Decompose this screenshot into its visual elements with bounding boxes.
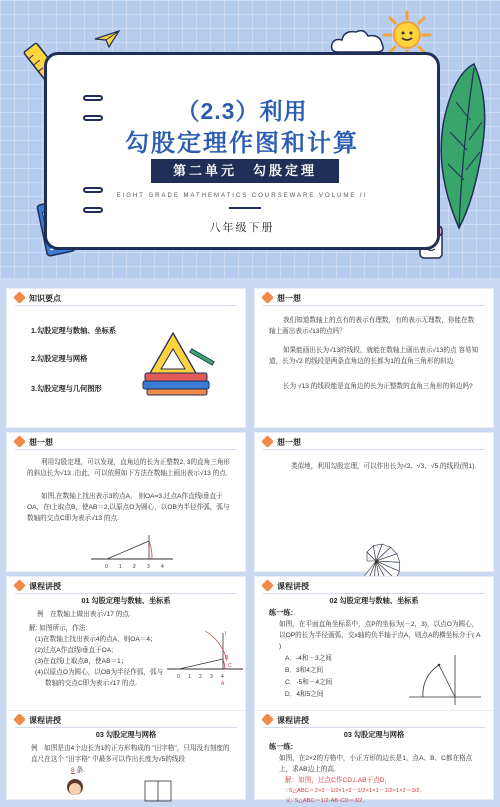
- paragraph: 长为 √13 的线段能是直角边的长为正整数的直角三角形的斜边吗?: [283, 383, 473, 390]
- axis-tick-label: 3: [210, 674, 213, 680]
- slide-header-title: 课程讲授: [277, 716, 309, 725]
- axis-tick-label: 3: [147, 564, 150, 570]
- axis-tick-label: 2: [199, 674, 202, 680]
- paragraph: 利用勾股定理，可以发现，直角边的长为正整数2, 3的直角三角形的斜边长为√13 .由此，可以依照如下方法在数轴上画出表示√13 的点.: [27, 459, 231, 477]
- slide-thumbnail-3[interactable]: [6, 432, 246, 572]
- header-bullet-icon: [13, 435, 26, 448]
- english-subtitle: EIGHT GRADE MATHEMATICS COURSEWARE VOLUME II: [116, 193, 368, 199]
- header-bullet-icon: [13, 579, 26, 592]
- answer-suffix: 条.: [76, 767, 85, 774]
- option-item: D．4和5之间: [285, 691, 324, 698]
- step-text: (4)以原点O为圆心，以OB为半径作弧，弧与: [35, 669, 164, 676]
- divider: [263, 593, 485, 594]
- slide-thumbnail-5[interactable]: [6, 576, 246, 716]
- solution-text: ∵S△ABC＝2×2－1/2×1×2－1/2×1×1－1/2×1×2＝3/2,: [285, 788, 422, 794]
- slide-header-title: 想一想: [277, 438, 301, 447]
- cover-title-line1: （2.3）利用: [176, 98, 308, 124]
- paragraph: 类似地，利用勾股定理，可以作出长为√2、√3、√5 的线段(图1).: [291, 463, 477, 470]
- spiral-triangles-diagram: [321, 477, 431, 569]
- section-subtitle: 03 勾股定理与网格: [95, 730, 157, 739]
- slide-header-title: 想一想: [277, 294, 301, 303]
- divider: [263, 727, 485, 728]
- divider: [15, 449, 237, 450]
- slide-thumbnail-6[interactable]: [254, 576, 494, 716]
- example-text: 例 在数轴上做出表示√17 的点.: [37, 611, 131, 618]
- question-text: 如图，在2×2的方格中，小正方形的边长是1，点A、B、C都在格点上，求AB边上的高.: [279, 755, 473, 773]
- binder-ring: [83, 207, 103, 213]
- axis-tick-label: 4: [221, 674, 224, 680]
- point-label: A: [221, 681, 225, 687]
- option-item: B．3和4之间: [285, 667, 324, 674]
- divider: [229, 207, 261, 209]
- practice-label: 练一练:: [269, 742, 293, 751]
- slide-thumbnail-2[interactable]: [254, 288, 494, 428]
- list-item: 1.勾股定理与数轴、坐标系: [31, 326, 117, 335]
- solution-text: 又∵S△ABC＝1/2·AB·CD＝3/2,: [285, 798, 365, 804]
- grade-label: 八年级下册: [209, 222, 275, 234]
- paragraph: 如果能画出长为√13的线段，就能在数轴上画出表示√13的点 容易知道，长为√2 的线段是两条直角边的长都为1的直角三角形的斜边.: [269, 347, 479, 365]
- number-line-diagram: [87, 527, 177, 571]
- books-triangle-ruler-icon: [139, 327, 219, 397]
- option-item: C．-5和－4之间: [285, 679, 333, 686]
- slide-header-title: 想一想: [29, 438, 53, 447]
- solution-text: 解：如图，过点C作CD⊥AB于点D，: [285, 777, 392, 784]
- slide-thumbnail-4[interactable]: [254, 432, 494, 572]
- step-text: (1)在数轴上找出表示4的点A，则OA＝4；: [35, 636, 157, 643]
- question-text: 如图，在平面直角坐标系中，点P的坐标为(－2，3)，以点O为圆心，以OP的长为半径画弧，交x轴的负半轴于点A，则点A的横坐标介于( A ): [279, 621, 481, 650]
- answer-value: 8: [71, 767, 75, 774]
- cover-title-card: [44, 52, 440, 250]
- paper-plane-icon: [94, 30, 120, 48]
- unit-banner: 第二单元 勾股定理: [151, 159, 339, 183]
- step-text: (2)过点A作直线l垂直于OA;: [35, 647, 114, 654]
- slide-header-title: 课程讲授: [29, 716, 61, 725]
- slide-header-title: 课程讲授: [29, 582, 61, 591]
- header-bullet-icon: [261, 291, 274, 304]
- header-bullet-icon: [13, 291, 26, 304]
- header-bullet-icon: [261, 713, 274, 726]
- axis-tick-label: 4: [161, 564, 164, 570]
- section-subtitle: 03 勾股定理与网格: [343, 730, 405, 739]
- slide-thumbnail-8[interactable]: [254, 710, 494, 804]
- slide-header-title: 知识要点: [29, 294, 61, 303]
- cover-title-line2: 勾股定理作图和计算: [125, 130, 359, 157]
- axis-tick-label: 1: [119, 564, 122, 570]
- section-subtitle: 01 勾股定理与数轴、坐标系: [81, 596, 171, 605]
- axis-tick-label: 0: [105, 564, 108, 570]
- axis-tick-label: 1: [188, 674, 191, 680]
- solution-title: 解: 如图所示，作法:: [29, 625, 88, 632]
- header-bullet-icon: [261, 435, 274, 448]
- step-text: (3)在直线l上取点B，使AB＝1；: [35, 658, 128, 665]
- number-line-diagram: [165, 621, 245, 691]
- axis-tick-label: 2: [133, 564, 136, 570]
- header-bullet-icon: [261, 579, 274, 592]
- point-label: l: [225, 631, 227, 637]
- point-label: C: [228, 663, 232, 669]
- slide-thumbnail-7[interactable]: [6, 710, 246, 800]
- slide-thumbnail-1[interactable]: [6, 288, 246, 428]
- paragraph: 如图,在数轴上找出表示3的点A， 则OA=3,过点A作直线l垂直于OA，在l上取点B，使AB＝2,以原点O为圆心，以OB为半径作弧，弧与数轴的交点C即为表示√13 的点.: [27, 493, 230, 522]
- point-label: B: [225, 655, 229, 661]
- answer-line: [71, 765, 85, 776]
- divider: [263, 449, 485, 450]
- cloud-icon: [330, 28, 386, 54]
- list-item: 2.勾股定理与网格: [31, 354, 88, 363]
- option-item: A．-4和－3之间: [285, 655, 332, 662]
- cover-slide[interactable]: [0, 0, 500, 278]
- list-item: 3.勾股定理与几何图形: [31, 384, 102, 393]
- teacher-avatar-icon: [63, 777, 87, 801]
- practice-label: 练一练:: [269, 608, 293, 617]
- paragraph: 我们知道数轴上的点有的表示有理数，有的表示无理数，你能在数轴上画出表示√13的点吗？: [269, 317, 475, 335]
- divider: [263, 305, 485, 306]
- divider: [15, 727, 237, 728]
- coordinate-diagram: [405, 649, 485, 709]
- axis-tick-label: 0: [177, 674, 180, 680]
- divider: [15, 593, 237, 594]
- header-bullet-icon: [13, 713, 26, 726]
- section-subtitle: 02 勾股定理与数轴、坐标系: [329, 596, 419, 605]
- divider: [15, 305, 237, 306]
- slide-header-title: 课程讲授: [277, 582, 309, 591]
- example-text: 例 如图是由4个边长为1的正方形构成的 "田字格"，只用没有刻度的直尺在这个 "田字格" 中最多可以作出长度为√5的线段: [31, 745, 230, 763]
- grid-diagram: [143, 779, 173, 801]
- step-text: 数轴的交点C即为表示√17 的点.: [45, 680, 137, 687]
